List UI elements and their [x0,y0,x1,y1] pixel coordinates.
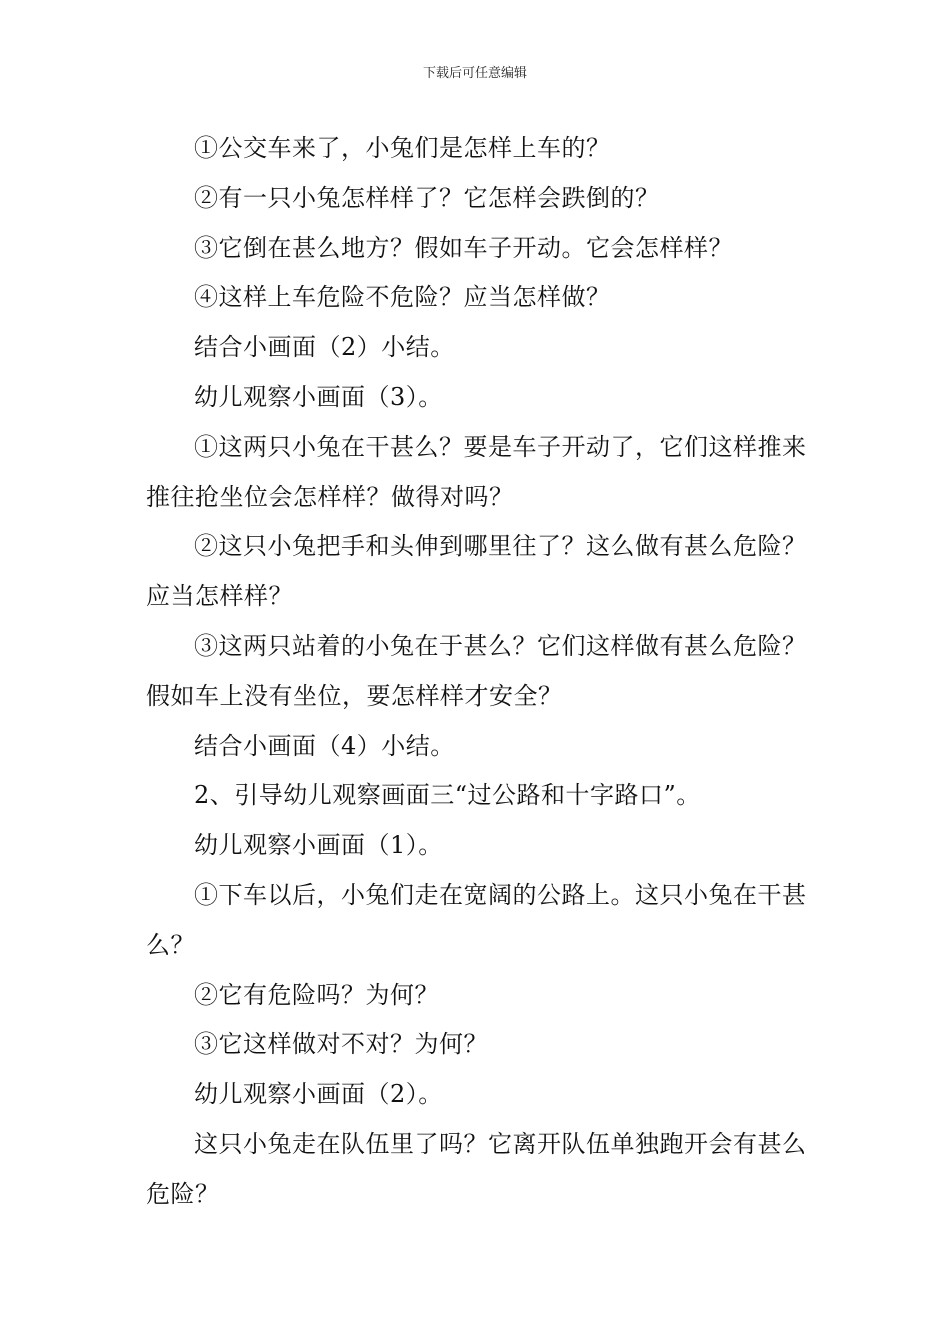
paragraph-question-5: ①这两只小兔在干甚么？要是车子开动了，它们这样推来推往抢坐位会怎样样？做得对吗？ [146,432,807,511]
paragraph-question-7: ③这两只站着的小兔在于甚么？它们这样做有甚么危险？假如车上没有坐位，要怎样样才安全？ [146,631,807,710]
paragraph-question-8: ①下车以后，小兔们走在宽阔的公路上。这只小兔在干甚么？ [146,880,807,959]
paragraph-observe-1: 幼儿观察小画面（1）。 [194,831,443,860]
paragraph-question-6: ②这只小兔把手和头伸到哪里往了？这么做有甚么危险？应当怎样样？ [146,532,807,611]
paragraph-summary-2: 结合小画面（2）小结。 [194,333,455,362]
page-header: 下载后可任意编辑 [422,66,527,81]
paragraph-summary-4: 结合小画面（4）小结。 [194,731,455,760]
paragraph-question-3: ③它倒在甚么地方？假如车子开动。它会怎样样？ [194,233,733,262]
paragraph-question-2: ②有一只小兔怎样样了？它怎样会跌倒的？ [194,183,660,212]
paragraph-question-10: ③它这样做对不对？为何？ [194,1030,488,1059]
paragraph-question-11: 这只小兔走在队伍里了吗？它离开队伍单独跑开会有甚么危险？ [146,1129,807,1208]
document-body [146,124,814,1220]
paragraph-observe-3: 幼儿观察小画面（3）。 [194,382,443,411]
paragraph-question-1: ①公交车来了，小兔们是怎样上车的？ [194,134,611,162]
paragraph-observe-2: 幼儿观察小画面（2）。 [194,1080,443,1109]
paragraph-question-9: ②它有危险吗？为何？ [194,980,439,1009]
paragraph-question-4: ④这样上车危险不危险？应当怎样做？ [194,283,611,312]
paragraph-section-2: 2、引导幼儿观察画面三“过公路和十字路口”。 [194,781,701,810]
